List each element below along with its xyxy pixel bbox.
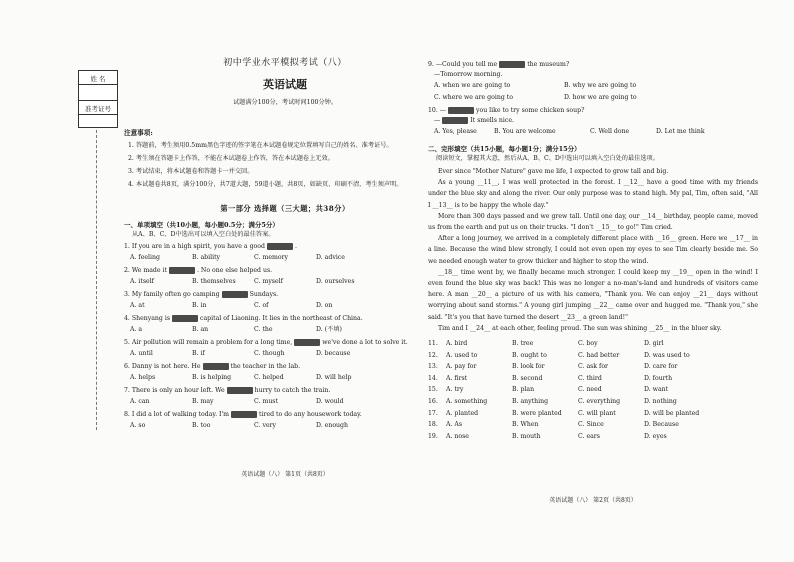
q10-options <box>428 126 758 138</box>
option: D. advice <box>316 254 345 261</box>
option: C. where we are going to <box>434 94 513 101</box>
option: B. plan <box>512 386 535 394</box>
cloze-option-row <box>428 350 758 362</box>
option: A. at <box>130 302 145 309</box>
cloze-option-row <box>428 361 758 373</box>
redaction-mark <box>203 363 229 370</box>
section2-heading: 二、完形填空（共15小题，每小题1分；满分15分） <box>428 145 581 153</box>
name-label: 姓 名 <box>79 71 117 85</box>
option: C. Well done <box>590 128 630 135</box>
option: B. When <box>512 421 539 429</box>
question-stem-a: 1. If you are in a high spirit, you have a good <box>124 243 265 250</box>
question-6 <box>124 362 446 372</box>
page2-footer: 英语试题（八） 第2页（共8页） <box>549 497 637 504</box>
option: D. care for <box>644 363 678 371</box>
question-5 <box>124 338 446 348</box>
option: A. feeling <box>130 254 160 261</box>
question-options <box>124 252 446 264</box>
item-number: 19. <box>428 432 438 440</box>
option: D. nothing <box>644 398 677 406</box>
option: C. myself <box>254 278 283 285</box>
question-stem-b: we've done a lot to solve it. <box>322 339 408 346</box>
q9-stem-b: the museum? <box>527 61 570 68</box>
question-options <box>124 276 446 288</box>
option: B. ability <box>192 254 221 261</box>
item-number: 16. <box>428 398 438 406</box>
option: A. itself <box>130 278 154 285</box>
notes-list <box>124 140 446 190</box>
cloze-option-row <box>428 419 758 431</box>
option: B. themselves <box>192 278 236 285</box>
option: C. ask for <box>578 363 609 371</box>
question-stem-b: tired to do any housework today. <box>259 411 362 418</box>
option: A. bird <box>446 340 468 348</box>
question-9 <box>428 60 758 70</box>
option: A. can <box>130 398 150 405</box>
option: A. first <box>446 374 468 382</box>
question-stem-b: . No one else helped us. <box>196 267 273 274</box>
option: B. if <box>192 350 205 357</box>
question-options <box>124 372 446 384</box>
option: B. in <box>192 302 207 309</box>
option: B. mouth <box>512 432 541 440</box>
option: C. of <box>254 302 269 309</box>
note-item: 2. 考生须在答题卡上作答，不能在本试题卷上作答，答在本试题卷上无效。 <box>128 155 334 162</box>
question-stem-a: 6. Danny is not here. He <box>124 363 201 370</box>
score-note: 试题满分100分，考试时间100分钟。 <box>232 99 338 106</box>
option: B. is helping <box>192 374 232 381</box>
question-stem-a: 8. I did a lot of walking today. I'm <box>124 411 230 418</box>
option: D. would <box>316 398 344 405</box>
option: A. used to <box>446 351 478 359</box>
cloze-option-row <box>428 431 758 443</box>
option: B. second <box>512 374 543 382</box>
cloze-options-table <box>428 338 758 442</box>
option: D. enough <box>316 422 348 429</box>
option: C. had better <box>578 351 620 359</box>
question-stem-a: 5. Air pollution will remain a problem for a long time, <box>124 339 293 346</box>
question-options <box>124 420 446 432</box>
q9-options-row2 <box>428 92 758 104</box>
option: C. must <box>254 398 278 405</box>
section1-heading: 一、单项填空（共10小题，每小题0.5分；满分5分） <box>124 221 279 229</box>
cloze-option-row <box>428 384 758 396</box>
question-stem-a: 2. We made it <box>124 267 167 274</box>
passage-paragraph: After a long journey, we arrived in a completely different place with __16__ green. Here we __17__ in a line. Because the wind blew strongly, I could not even open my eyes to see Tim clearly beside me. So we needed enough water to grow thicker and higher to stop the wind. <box>428 235 758 265</box>
note-item: 1. 答题前，考生须用0.5mm黑色字迹的签字笔在本试题卷规定位置填写自己的姓名、准考证号。 <box>128 142 393 149</box>
option: C. memory <box>254 254 289 261</box>
option: D. girl <box>644 340 664 348</box>
q9-options-row1 <box>428 80 758 92</box>
question-stem-a: 4. Shenyang is <box>124 315 170 322</box>
option: D. eyes <box>644 432 667 440</box>
redaction-mark <box>227 387 253 394</box>
option: D. (不填) <box>316 326 342 333</box>
option: A. something <box>446 398 488 406</box>
section1-intro: 从A、B、C、D中选出可以填入空白处的最佳答案。 <box>132 231 275 238</box>
part1-title: 第一部分 选择题（三大题；共38分） <box>220 204 350 213</box>
item-number: 18. <box>428 421 438 429</box>
option: B. anything <box>512 398 549 406</box>
option: C. will plant <box>578 409 616 417</box>
redaction-mark <box>499 61 525 68</box>
option: A. nose <box>446 432 469 440</box>
option: B. may <box>192 398 214 405</box>
exam-id-label: 准考证号 <box>79 101 117 115</box>
option: A. planted <box>446 409 479 417</box>
redaction-mark <box>442 117 468 124</box>
question-1 <box>124 242 446 252</box>
left-column <box>124 58 446 432</box>
option: A. so <box>130 422 146 429</box>
notes-title: 注意事项: <box>124 129 153 137</box>
option: D. on <box>316 302 333 309</box>
option: A. As <box>446 421 463 429</box>
option: C. everything <box>578 398 621 406</box>
option: D. will be planted <box>644 409 700 417</box>
passage-paragraph: Tim and I __24__ at each other, feeling proud. The sun was shining __25__ in the bluer sky. <box>438 324 722 332</box>
option: C. the <box>254 326 273 333</box>
option: B. tree <box>512 340 534 348</box>
option: B. an <box>192 326 209 333</box>
option: C. though <box>254 350 285 357</box>
option: A. Yes, please <box>434 128 477 135</box>
passage-paragraph: Ever since "Mother Nature" gave me life, I expected to grow tall and big. <box>438 168 669 175</box>
exam-title: 初中学业水平模拟考试（八） <box>223 58 347 68</box>
option: B. why we are going to <box>564 82 637 89</box>
q10-stem-a: 10. — <box>428 107 446 114</box>
q10-reply-a: — <box>434 117 441 124</box>
seal-line <box>96 130 97 430</box>
question-stem-a: 3. My family often go camping <box>124 291 220 298</box>
option: C. boy <box>578 340 598 348</box>
question-stem-b: . <box>294 243 297 250</box>
item-number: 17. <box>428 409 438 417</box>
cloze-option-row <box>428 396 758 408</box>
option: D. Because <box>644 421 679 429</box>
redaction-mark <box>294 339 320 346</box>
option: D. Let me think <box>656 128 705 135</box>
question-list <box>124 242 446 432</box>
question-4 <box>124 314 446 324</box>
redaction-mark <box>172 315 198 322</box>
option: C. very <box>254 422 277 429</box>
question-stem-a: 7. There is only an hour left. We <box>124 387 225 394</box>
question-stem-b: the teacher in the lab. <box>230 363 301 370</box>
option: A. try <box>446 386 464 394</box>
option: D. was used to <box>644 351 690 359</box>
question-stem-b: hurry to catch the train. <box>254 387 331 394</box>
q9-stem-a: 9. —Could you tell me <box>428 61 498 68</box>
question-options <box>124 300 446 312</box>
option: A. helps <box>130 374 156 381</box>
option: B. look for <box>512 363 545 371</box>
question-options <box>124 396 446 408</box>
redaction-mark <box>267 243 293 250</box>
question-stem-b: capital of Liaoning. It lies in the northeast of China. <box>200 315 363 322</box>
question-stem-b: Sundays. <box>249 291 279 298</box>
note-item: 3. 考试结束，将本试题卷和答题卡一并交回。 <box>128 168 254 175</box>
option: D. want <box>644 386 669 394</box>
cloze-passage <box>428 166 758 334</box>
option: C. need <box>578 386 602 394</box>
option: C. ears <box>578 432 600 440</box>
q10-reply <box>428 116 758 126</box>
passage-paragraph: As a young __11__, I was well protected in the forest. I __12__ have a good time with my friends under the blue sky and along the river. Our only purpose was to stand high. My pal, Tim, often said, "All I __13__ is to be happy the whole day." <box>428 179 758 209</box>
question-7 <box>124 386 446 396</box>
option: B. ought to <box>512 351 547 359</box>
option: A. a <box>130 326 143 333</box>
subject-title: 英语试题 <box>263 78 307 91</box>
redaction-mark <box>231 411 257 418</box>
option: B. were planted <box>512 409 562 417</box>
passage-paragraph: __18__ time went by, we finally became much stronger. I could keep my __19__ open in the wind! I even found the blue sky was back! This was no longer a no-man's-land and hundreds of visitors came here. A man __20__ a picture of us with his camera, "Thank you. We can enjoy __21__ days without worrying about sand storms." A young girl jumping __22__ came over and hugged me. "Thank you," she said. "It's you that have turned the desert __23__ a green land!" <box>428 268 758 321</box>
item-number: 11. <box>428 340 438 348</box>
option: A. pay for <box>446 363 477 371</box>
item-number: 14. <box>428 374 438 382</box>
right-column <box>428 58 758 442</box>
option: D. will help <box>316 374 352 381</box>
option: D. fourth <box>644 374 673 382</box>
page1-footer: 英语试题（八） 第1页（共8页） <box>241 471 329 478</box>
cloze-option-row <box>428 338 758 350</box>
section2-intro: 阅读短文，掌握其大意，然后从A、B、C、D中选出可以填入空白处的最佳选项。 <box>436 155 659 162</box>
cloze-option-row <box>428 373 758 385</box>
item-number: 15. <box>428 386 438 394</box>
option: B. You are welcome <box>494 128 556 135</box>
passage-paragraph: More than 300 days passed and we grew tall. Until one day, our __14__ birthday, people came, moved us from the earth and put us on their trucks. "I don't __15__ to go!" Tim cried. <box>428 212 758 232</box>
cloze-option-row <box>428 408 758 420</box>
option: A. when we are going to <box>434 82 511 89</box>
option: B. too <box>192 422 211 429</box>
option: C. third <box>578 374 602 382</box>
question-2 <box>124 266 446 276</box>
question-3 <box>124 290 446 300</box>
item-number: 12. <box>428 351 438 359</box>
q10-reply-b: It smells nice. <box>470 117 514 124</box>
q9-reply: —Tomorrow morning. <box>434 71 503 78</box>
item-number: 13. <box>428 363 438 371</box>
redaction-mark <box>222 291 248 298</box>
note-item: 4. 本试题卷共8页，满分100分，共7道大题，59道小题，共8页，如缺页、印刷不清，考生须声明。 <box>128 181 403 188</box>
redaction-mark <box>169 267 195 274</box>
option: C. Since <box>578 421 604 429</box>
question-options <box>124 324 446 336</box>
q10-stem-b: you like to try some chicken soup? <box>476 107 585 114</box>
redaction-mark <box>448 107 474 114</box>
question-options <box>124 348 446 360</box>
option: D. how we are going to <box>564 94 637 101</box>
option: D. because <box>316 350 351 357</box>
question-10 <box>428 106 758 116</box>
option: C. helped <box>254 374 284 381</box>
option: D. ourselves <box>316 278 355 285</box>
exam-id-box <box>78 100 118 128</box>
question-8 <box>124 410 446 420</box>
option: A. until <box>130 350 153 357</box>
